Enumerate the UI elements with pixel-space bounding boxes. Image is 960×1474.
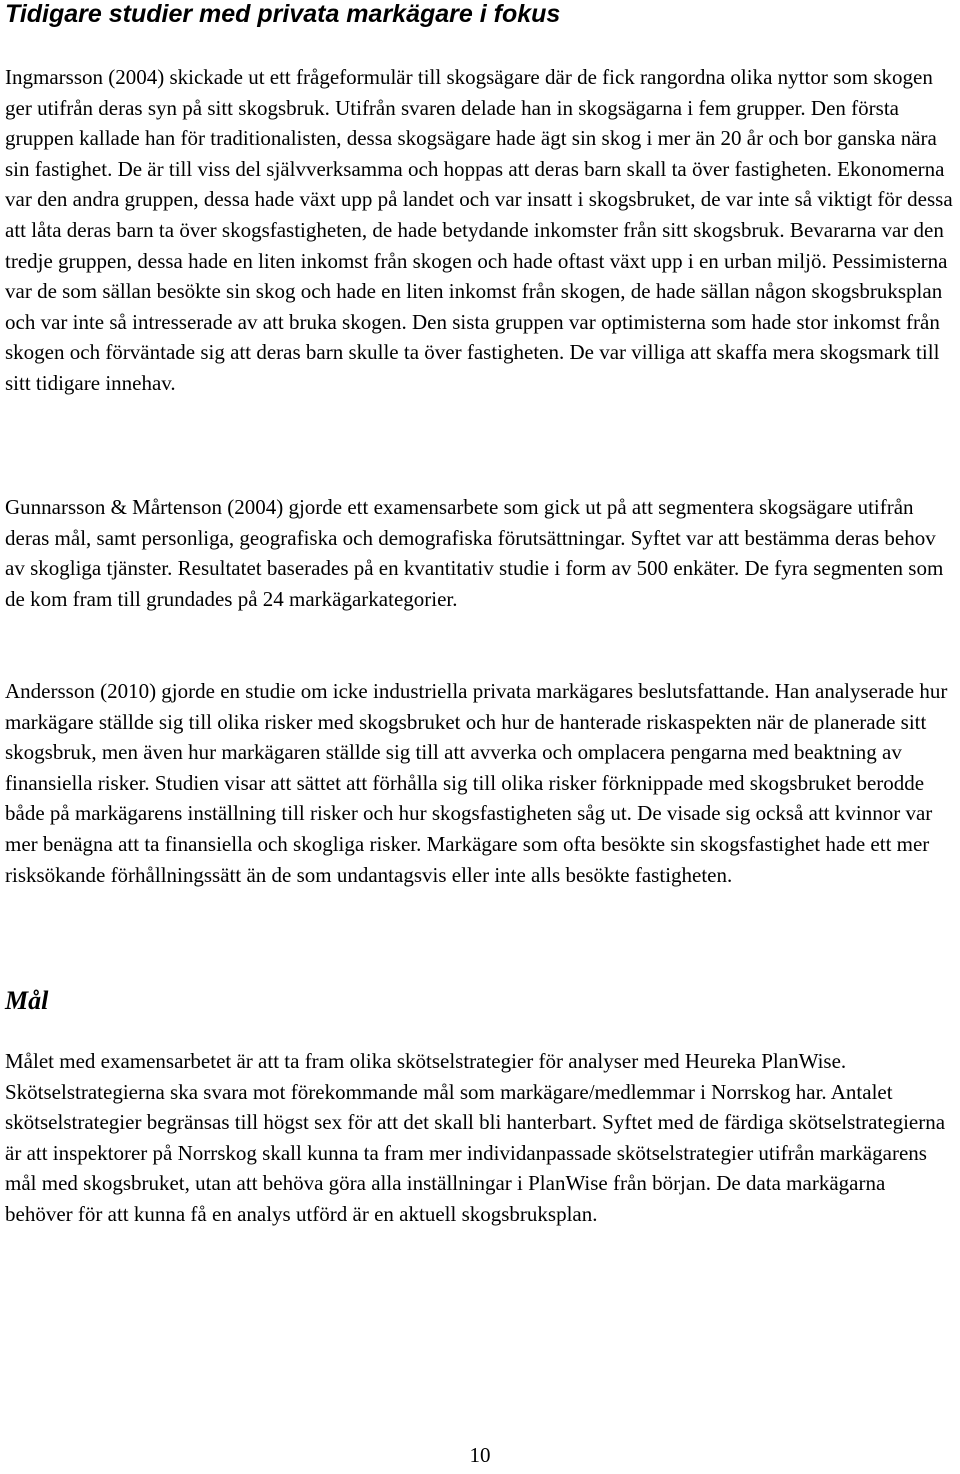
section-heading: Tidigare studier med privata markägare i fokus [5, 0, 561, 28]
paragraph-goal: Målet med examensarbetet är att ta fram olika skötselstrategier för analyser med Heureka PlanWise. Skötselstrategierna ska svara mot förekommande mål som markägare/medlemmar i Norrskog har. Antalet skötselstrategier begränsas till högst sex för att det skall bli hanterbart. Syftet med de färdiga skötselstrategierna är att inspektorer på Norrskog skall kunna ta fram mer individanpassade skötselstrategier utifrån markägarens mål med skogsbruket, utan att behöva göra alla inställningar i PlanWise från början. De data markägarna behöver för att kunna få en analys utförd är en aktuell skogsbruksplan. [5, 1049, 946, 1226]
page-number: 10 [469, 1443, 491, 1467]
paragraph-ingmarsson: Ingmarsson (2004) skickade ut ett frågeformulär till skogsägare där de fick rangordna olika nyttor som skogen ger utifrån deras syn på sitt skogsbruk. Utifrån svaren delade han in skogsägarna i fem grupper. Den första gruppen kallade han för traditionalisten, dessa skogsägare hade ägt sin skog i mer än 20 år och bor ganska nära sin fastighet. De är till viss del självverksamma och hoppas att deras barn skall ta över fastigheten. Ekonomerna var den andra gruppen, dessa hade växt upp på landet och var insatt i skogsbruket, de var inte så viktigt för dessa att låta deras barn ta över skogsfastigheten, de hade betydande inkomster från sitt skogsbruk. Bevararna var den tredje gruppen, dessa hade en liten inkomst från skogen och hade oftast växt upp i en urban miljö. Pessimisterna var de som sällan besökte sin skog och hade en liten inkomst från skogen, de hade sällan någon skogsbruksplan och var inte så intresserade av att bruka skogen. Den sista gruppen var optimisterna som hade stor inkomst från skogen och förväntade sig att deras barn skulle ta över fastigheten. De var villiga att skaffa mera skogsmark till sitt tidigare innehav. [5, 65, 953, 395]
paragraph-gunnarsson: Gunnarsson & Mårtenson (2004) gjorde ett examensarbete som gick ut på att segmentera skogsägare utifrån deras mål, samt personliga, geografiska och demografiska förutsättningar. Syftet var att bestämma deras behov av skogliga tjänster. Resultatet baserades på en kvantitativ studie i form av 500 enkäter. De fyra segmenten som de kom fram till grundades på 24 markägarkategorier. [5, 495, 944, 611]
paragraph-andersson: Andersson (2010) gjorde en studie om icke industriella privata markägares beslutsfattande. Han analyserade hur markägare ställde sig till olika risker med skogsbruket och hur de hanterade riskaspekten när de planerade sitt skogsbruk, men även hur markägaren ställde sig till att avverka och omplacera pengarna med beaktning av finansiella risker. Studien visar att sättet att förhålla sig till olika risker förknippade med skogsbruket berodde både på markägarens inställning till risker och hur skogsfastigheten såg ut. De visade sig också att kvinnor var mer benägna att ta finansiella och skogliga risker. Markägare som ofta besökte sin skogsfastighet hade ett mer risksökande förhållningssätt än de som undantagsvis eller inte alls besökte fastigheten. [5, 679, 948, 887]
goal-heading: Mål [5, 986, 49, 1015]
